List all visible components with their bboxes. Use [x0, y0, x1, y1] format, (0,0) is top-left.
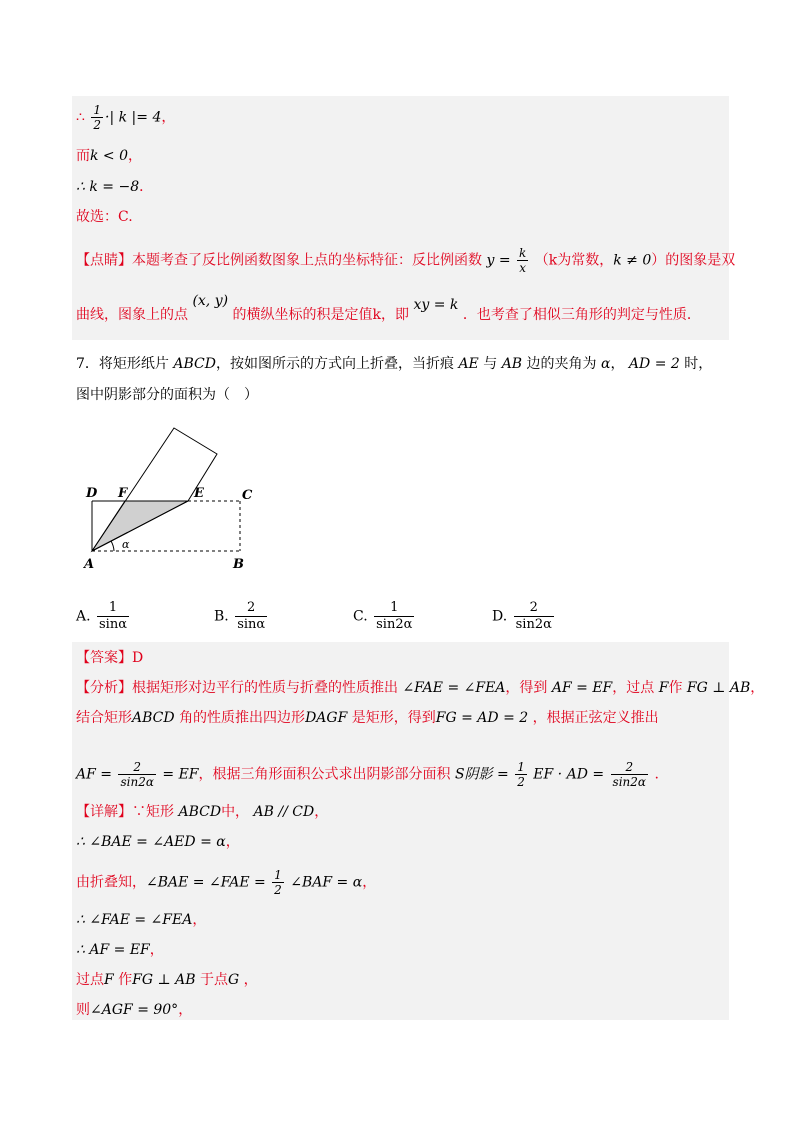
label-d: D	[86, 486, 98, 501]
detail-line-1: 【详解】∵矩形 ABCD中， AB // CD，	[76, 804, 329, 820]
analysis-line-2: 结合矩形ABCD 角的性质推出四边形DAGF 是矩形，得到FG = AD = 2 ，根据正弦定义推出	[76, 710, 659, 726]
detail-line-6: 过点F 作FG ⊥ AB 于点G ，	[76, 972, 258, 988]
solution-line-4: 故选：C.	[76, 209, 133, 225]
analysis-line-3: AF = $\frac{2}{\sin 2\alpha}$ = EF，根据三角形面积公式求出阴影部分面积 S阴影 = $\frac{1}{2}$ EF · AD = $\frac{2}{\sin 2\alpha}$ .	[76, 760, 659, 789]
folding-figure	[72, 420, 272, 580]
answer-line: 【答案】D	[76, 650, 144, 666]
solution-line-1: ∴ $\frac{1}{2}$ ·| k |= 4，	[76, 103, 176, 132]
detail-line-4: ∴ ∠FAE = ∠FEA，	[76, 912, 207, 928]
solution-line-3: ∴ k = −8．	[76, 179, 154, 195]
detail-line-2: ∴ ∠BAE = ∠AED = α，	[76, 834, 240, 850]
label-alpha: α	[122, 538, 130, 551]
label-a: A	[84, 557, 95, 572]
tip-line-1: 【点睛】本题考查了反比例函数图象上点的坐标特征：反比例函数 y = $\frac{k}{x}$ （k为常数，k ≠ 0）的图象是双	[76, 246, 736, 275]
option-c[interactable]: C. $\frac{1}{\sin 2\alpha}$	[353, 600, 413, 632]
solution-line-2: 而k < 0，	[76, 148, 143, 164]
option-d[interactable]: D. $\frac{2}{\sin 2\alpha}$	[492, 600, 552, 632]
label-c: C	[242, 488, 253, 503]
analysis-line-1: 【分析】根据矩形对边平行的性质与折叠的性质推出 ∠FAE = ∠FEA，得到 AF = EF，过点 F作 FG ⊥ AB，	[76, 680, 765, 696]
option-a[interactable]: A. $\frac{1}{\sin\alpha}$	[76, 600, 127, 632]
angle-arc	[111, 541, 114, 551]
detail-line-3: 由折叠知，∠BAE = ∠FAE = $\frac{1}{2}$ ∠BAF = α，	[76, 868, 377, 897]
detail-line-5: ∴ AF = EF，	[76, 942, 164, 958]
label-b: B	[233, 557, 244, 572]
option-b[interactable]: B. $\frac{2}{\sin\alpha}$	[214, 600, 266, 632]
solution-block-top	[72, 96, 729, 340]
question-line-2: 图中阴影部分的面积为（ ）	[76, 387, 258, 403]
label-f: F	[118, 486, 128, 501]
answer-block	[72, 642, 729, 1020]
label-e: E	[194, 486, 204, 501]
detail-line-7: 则∠AGF = 90°，	[76, 1002, 193, 1018]
question-line-1: 7．将矩形纸片 ABCD，按如图所示的方式向上折叠，当折痕 AE 与 AB 边的夹角为 α， AD = 2 时，	[76, 356, 713, 372]
tip-line-2: 曲线，图象上的点 (x, y) 的横纵坐标的积是定值k，即 xy = k ．也考查了相似三角形的判定与性质．	[76, 293, 701, 323]
